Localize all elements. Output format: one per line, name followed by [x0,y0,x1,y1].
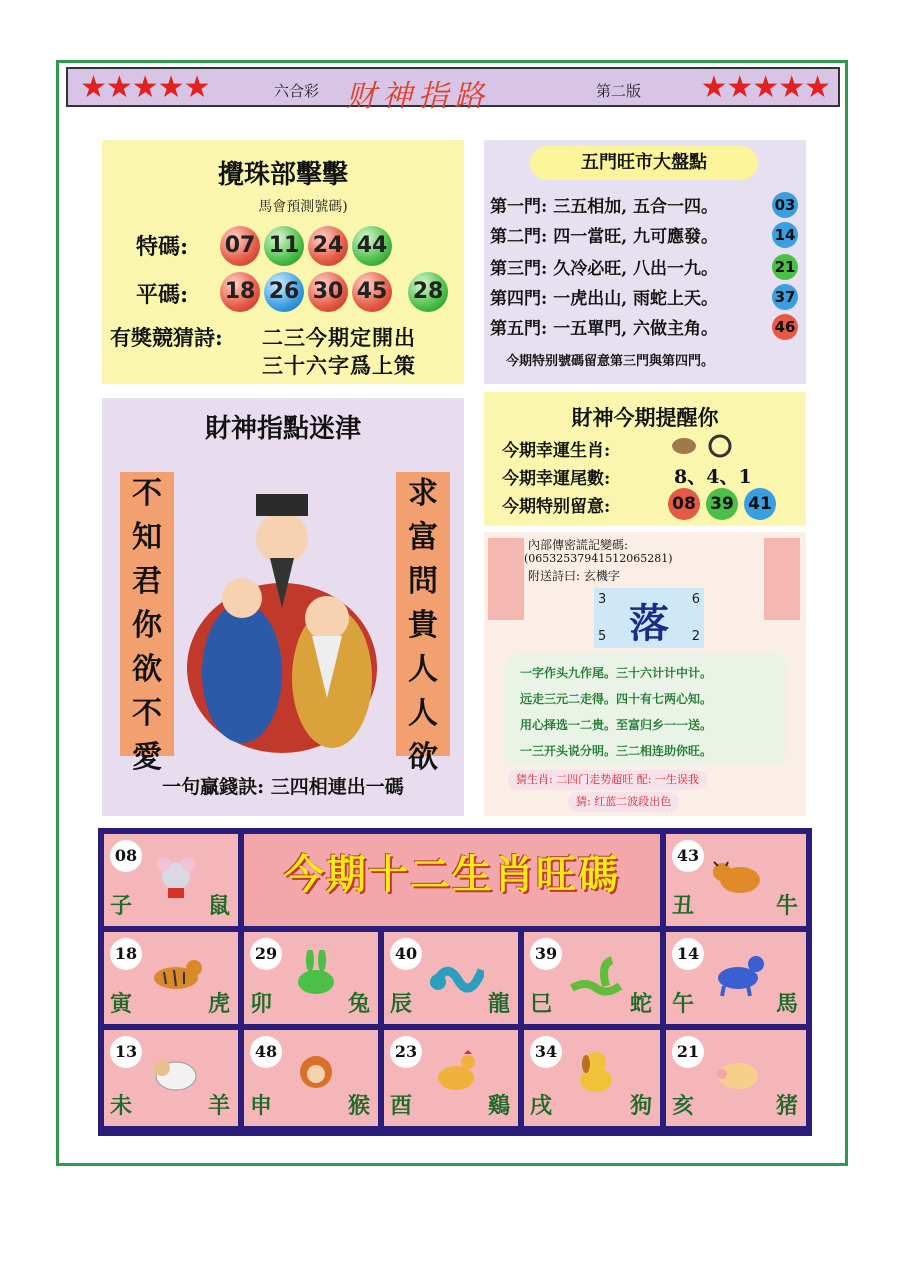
snake-icon [566,950,624,998]
corner-number: 6 [691,592,700,607]
five-gates-note: 今期特别號碼留意第三門與第四門。 [506,354,715,369]
zodiac-number: 08 [110,840,142,872]
gate-row: 第五門: 一五單門, 六做主角。 [490,319,719,339]
zodiac-branch: 辰 [390,991,413,1017]
reminder-ball: 39 [706,488,738,520]
zodiac-cell-tiger [104,932,238,1024]
stars-left: ★★★★★ [80,70,210,105]
normal-ball: 28 [408,272,448,312]
secret-line: 內部傳密謊記變碼: [528,538,629,552]
verse-line: 一三开头说分明。三二相连助你旺。 [520,744,713,758]
deity-figure-right [764,538,800,620]
zodiac-animal: 鷄 [487,1093,510,1119]
verse-line: 远走三元二走得。四十有七两心知。 [520,692,713,706]
zodiac-number: 39 [530,938,562,970]
pig-icon [708,1048,766,1096]
gate-ball: 46 [772,314,798,340]
zodiac-cell-monkey [244,1030,378,1126]
normal-label: 平碼: [136,282,189,308]
zodiac-branch: 卯 [250,991,273,1017]
secret-line: (06532537941512065281) [524,552,673,565]
zodiac-animal: 猪 [775,1093,798,1119]
five-gates-title: 五門旺市大盤點 [530,146,758,180]
secret-code-panel [484,532,806,816]
zodiac-number: 18 [110,938,142,970]
reminder-panel [484,392,806,526]
god-of-wealth-title: 財神指點迷津 [204,414,361,444]
zodiac-branch: 戌 [530,1093,553,1119]
gate-row: 第二門: 四一當旺, 九可應發。 [490,227,719,247]
rabbit-icon [286,950,344,998]
zodiac-number: 29 [250,938,282,970]
deities-illustration [182,458,382,758]
special-ball: 44 [352,226,392,266]
zodiac-animal: 龍 [487,991,510,1017]
stars-right: ★★★★★ [700,70,830,105]
poem-label: 有獎競猜詩: [110,325,223,350]
lucky-tail-value: 8、4、1 [674,466,752,488]
deity-figure-left [488,538,524,620]
zodiac-number: 48 [250,1036,282,1068]
brand-label: 六合彩 [274,82,320,100]
zodiac-animal: 羊 [207,1093,230,1119]
corner-number: 3 [598,592,607,607]
zodiac-number: 21 [672,1036,704,1068]
zodiac-cell-ox [666,834,806,926]
prediction-subtitle: 馬會預測號碼) [258,199,348,215]
zodiac-branch: 巳 [530,991,553,1017]
normal-ball: 26 [264,272,304,312]
lucky-tail-label: 今期幸運尾數: [502,469,611,489]
zodiac-branch: 丑 [672,893,695,919]
zodiac-branch: 亥 [672,1093,695,1119]
rooster-icon [426,1048,484,1096]
guess-zodiac: 猜生肖: 二四门走势超旺 配: 一生误我 [508,770,707,790]
zodiac-cell-snake [524,932,660,1024]
special-ball: 07 [220,226,260,266]
zodiac-number: 13 [110,1036,142,1068]
normal-ball: 30 [308,272,348,312]
five-gates-panel [484,140,806,384]
poem-line: 二三今期定開出 [262,325,416,350]
zodiac-animal: 虎 [207,991,230,1017]
zodiac-animal: 馬 [775,991,798,1017]
riddle-char: 落 [629,600,669,647]
zodiac-number: 34 [530,1036,562,1068]
normal-ball: 45 [352,272,392,312]
zodiac-branch: 午 [672,991,695,1017]
guess-color: 猜: 红蓝二波段出色 [568,792,679,812]
special-ball: 11 [264,226,304,266]
god-of-wealth-panel [102,398,464,816]
page-title: 财神指路 [346,79,490,114]
prediction-panel [102,140,464,384]
secret-line: 附送詩曰: 玄機字 [528,569,620,583]
zodiac-cell-dog [524,1030,660,1126]
riddle-char-box [594,588,704,648]
zodiac-animal: 牛 [775,893,798,919]
reminder-ball: 08 [668,488,700,520]
zodiac-number: 43 [672,840,704,872]
zodiac-icons [670,432,740,460]
goat-icon [146,1048,204,1096]
special-attention-label: 今期特别留意: [502,497,611,517]
dragon-icon [426,950,484,998]
zodiac-grid [98,828,812,1136]
zodiac-cell-goat [104,1030,238,1126]
edition-label: 第二版 [596,82,642,100]
zodiac-animal: 蛇 [629,991,652,1017]
prediction-title: 攪珠部擊擊 [217,160,348,190]
ox-icon [708,852,766,900]
header-bar [66,67,840,114]
rat-icon [146,852,204,900]
couplet-left: 不 知 君 你 欲 不 愛 [120,472,174,756]
zodiac-cell-rooster [384,1030,518,1126]
reminder-ball: 41 [744,488,776,520]
zodiac-number: 40 [390,938,422,970]
zodiac-animal: 鼠 [207,893,230,919]
zodiac-branch: 寅 [110,991,133,1017]
zodiac-banner [244,834,660,926]
normal-ball: 18 [220,272,260,312]
dog-icon [566,1048,624,1096]
zodiac-number: 23 [390,1036,422,1068]
verse-box [504,654,786,766]
zodiac-cell-rabbit [244,932,378,1024]
corner-number: 2 [691,629,700,644]
gate-row: 第三門: 久冷必旺, 八出一九。 [490,259,719,279]
special-ball: 24 [308,226,348,266]
gate-row: 第一門: 三五相加, 五合一四。 [490,197,719,217]
zodiac-number: 14 [672,938,704,970]
zodiac-cell-horse [666,932,806,1024]
gate-ball: 21 [772,254,798,280]
monkey-icon [286,1048,344,1096]
zodiac-cell-dragon [384,932,518,1024]
reminder-title: 財神今期提醒你 [571,405,719,430]
tiger-icon [146,950,204,998]
lucky-zodiac-label: 今期幸運生肖: [502,441,611,461]
gate-ball: 37 [772,284,798,310]
zodiac-branch: 酉 [390,1093,413,1119]
zodiac-cell-rat [104,834,238,926]
zodiac-branch: 子 [110,893,133,919]
zodiac-animal: 猴 [347,1093,370,1119]
zodiac-banner-text: 今期十二生肖旺碼 [284,851,620,898]
horse-icon [708,950,766,998]
verse-line: 一字作头九作尾。三十六计计中计。 [520,666,713,680]
gate-row: 第四門: 一虎出山, 雨蛇上天。 [490,289,719,309]
special-label: 特碼: [136,234,189,260]
poem-line: 三十六字爲上策 [262,353,416,378]
gate-ball: 03 [772,192,798,218]
corner-number: 5 [598,629,607,644]
zodiac-branch: 未 [110,1093,133,1119]
zodiac-animal: 兔 [347,991,370,1017]
zodiac-cell-pig [666,1030,806,1126]
verse-line: 用心择选一二贵。至富归乡一一送。 [520,718,713,732]
zodiac-animal: 狗 [629,1093,652,1119]
gate-ball: 14 [772,222,798,248]
couplet-right: 求 富 問 貴 人 人 欲 [396,472,450,756]
winning-tip: 一句贏錢訣: 三四相連出一碼 [162,776,404,798]
zodiac-branch: 申 [250,1093,273,1119]
